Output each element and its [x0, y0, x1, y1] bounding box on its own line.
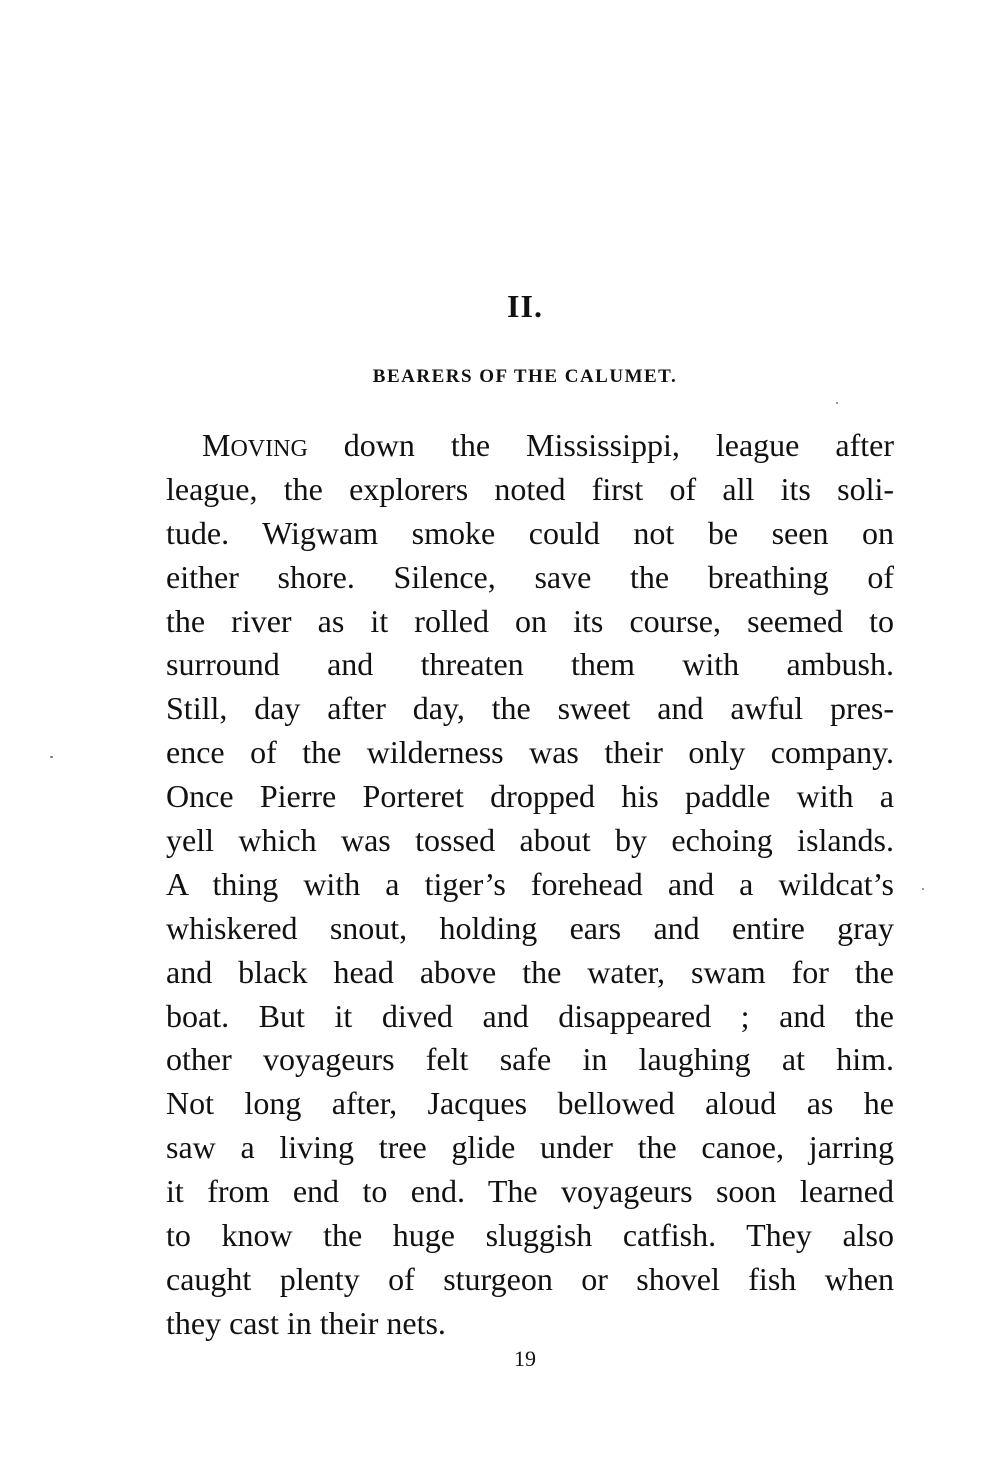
chapter-title: BEARERS OF THE CALUMET. — [372, 366, 678, 387]
text-line: ence of the wilderness was their only company. — [166, 734, 894, 771]
text-line: Still, day after day, the sweet and awful pres- — [166, 690, 894, 727]
chapter-number: II. — [507, 288, 543, 324]
small-caps-initial: M — [202, 427, 231, 463]
text-line — [166, 424, 894, 468]
text-line: yell which was tossed about by echoing islands. — [166, 822, 894, 859]
print-speck — [836, 402, 838, 404]
text-line: and black head above the water, swam for the — [166, 953, 894, 990]
page-number: 19 — [514, 1346, 536, 1371]
text-line: they cast in their nets. — [166, 1304, 446, 1341]
text-line: the river as it rolled on its course, seemed to — [166, 602, 894, 639]
text-line: A thing with a tiger’s forehead and a wildcat’s — [166, 865, 894, 902]
text-line: to know the huge sluggish catfish. They also — [166, 1217, 894, 1254]
text-line: it from end to end. The voyageurs soon learned — [166, 1173, 894, 1210]
text-line: boat. But it dived and disappeared ; and the — [166, 997, 894, 1034]
text-line: either shore. Silence, save the breathing of — [166, 558, 894, 595]
small-caps-rest: OVING — [230, 436, 308, 462]
text-line-content: down the Mississippi, league after — [343, 427, 894, 463]
text-line: saw a living tree glide under the canoe, jarring — [166, 1129, 894, 1166]
text-line: caught plenty of sturgeon or shovel fish when — [166, 1260, 894, 1297]
text-line: tude. Wigwam smoke could not be seen on — [166, 514, 894, 551]
print-speck — [50, 756, 53, 758]
text-line: surround and threaten them with ambush. — [166, 646, 894, 683]
text-line: league, the explorers noted first of all its soli- — [166, 470, 894, 507]
print-speck — [922, 888, 924, 890]
text-line: whiskered snout, holding ears and entire gray — [166, 909, 894, 946]
text-line: Not long after, Jacques bellowed aloud as he — [166, 1085, 894, 1122]
text-line: other voyageurs felt safe in laughing at him. — [166, 1041, 894, 1078]
text-line: Once Pierre Porteret dropped his paddle with a — [166, 778, 894, 815]
body-paragraph — [166, 424, 894, 1346]
